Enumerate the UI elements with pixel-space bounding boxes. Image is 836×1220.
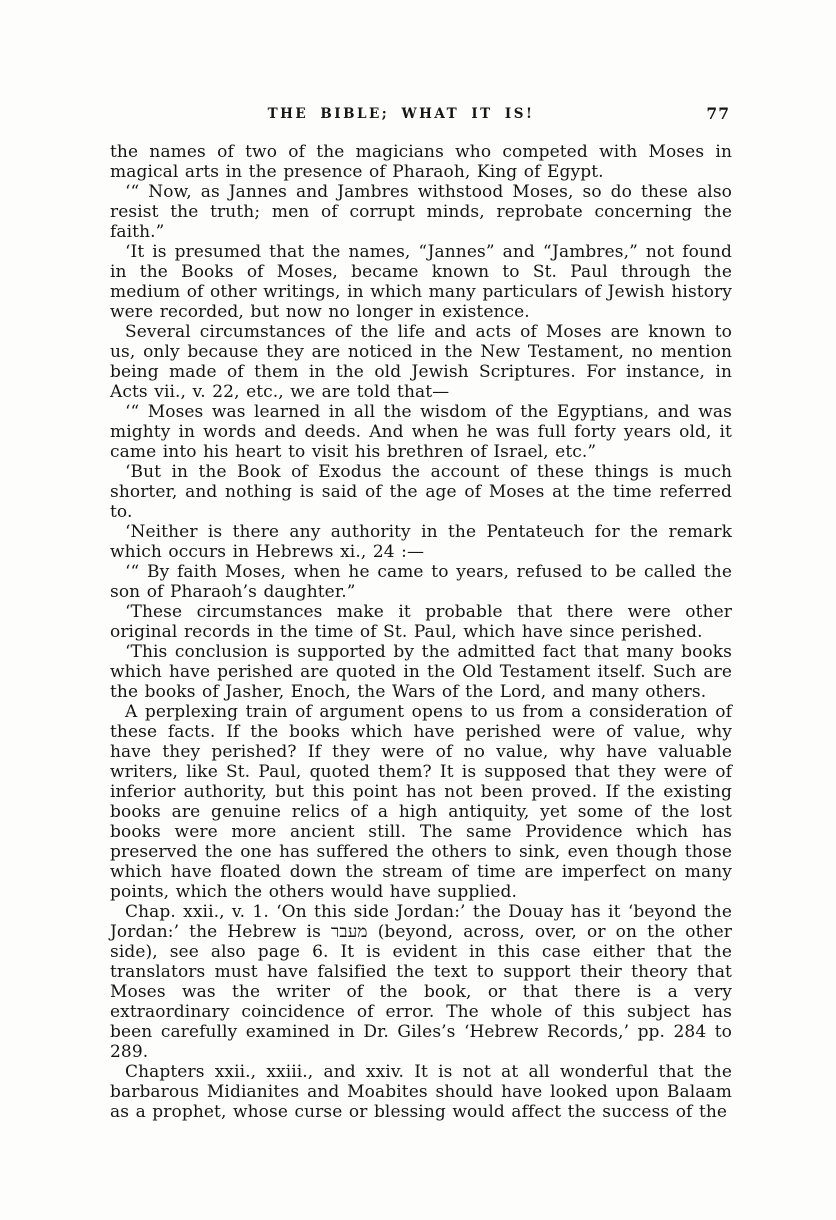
paragraph: ‘This conclusion is supported by the admitted fact that many books which have perished are quoted in the Old Testament itself. Such are the books of Jasher, Enoch, the Wars of the Lord, and many others. — [110, 642, 732, 702]
paragraph: ‘“ Moses was learned in all the wisdom of the Egyptians, and was mighty in words and deeds. And when he was full forty years old, it came into his heart to visit his brethren of Israel, etc.” — [110, 402, 732, 462]
page-body — [110, 142, 732, 1122]
page-number: 77 — [706, 104, 730, 123]
paragraph: the names of two of the magicians who competed with Moses in magical arts in the presence of Pharaoh, King of Egypt. — [110, 142, 732, 182]
paragraph: ‘“ By faith Moses, when he came to years, refused to be called the son of Pharaoh’s daughter.” — [110, 562, 732, 602]
paragraph: Chapters xxii., xxiii., and xxiv. It is not at all wonderful that the barbarous Midianites and Moabites should have looked upon Balaam as a prophet, whose curse or blessing would affect the success of the — [110, 1062, 732, 1122]
paragraph: Several circumstances of the life and acts of Moses are known to us, only because they are noticed in the New Testament, no mention being made of them in the old Jewish Scriptures. For instance, in Acts vii., v. 22, etc., we are told that— — [110, 322, 732, 402]
running-header — [110, 106, 732, 128]
running-header-title: THE BIBLE; WHAT IT IS! — [267, 106, 535, 122]
paragraph: ‘Neither is there any authority in the Pentateuch for the remark which occurs in Hebrews xi., 24 :— — [110, 522, 732, 562]
paragraph: A perplexing train of argument opens to us from a consideration of these facts. If the books which have perished were of value, why have they perished? If they were of no value, why have valuable writers, like St. Paul, quoted them? It is supposed that they were of inferior authority, but this point has not been proved. If the existing books are genuine relics of a high antiquity, yet some of the lost books were more ancient still. The same Providence which has preserved the one has suffered the others to sink, even though those which have floated down the stream of time are imperfect on many points, which the others would have supplied. — [110, 702, 732, 902]
paragraph: ‘But in the Book of Exodus the account of these things is much shorter, and nothing is said of the age of Moses at the time referred to. — [110, 462, 732, 522]
paragraph: ‘“ Now, as Jannes and Jambres withstood Moses, so do these also resist the truth; men of corrupt minds, reprobate concerning the faith.” — [110, 182, 732, 242]
paragraph: ‘It is presumed that the names, “Jannes” and “Jambres,” not found in the Books of Moses, became known to St. Paul through the medium of other writings, in which many particulars of Jewish history were recorded, but now no longer in existence. — [110, 242, 732, 322]
paragraph: ‘These circumstances make it probable that there were other original records in the time of St. Paul, which have since perished. — [110, 602, 732, 642]
paragraph: Chap. xxii., v. 1. ‘On this side Jordan:’ the Douay has it ‘beyond the Jordan:’ the Hebrew is מעבר (beyond, across, over, or on the other side), see also page 6. It is evident in this case either that the translators must have falsified the text to support their theory that Moses was the writer of the book, or that there is a very extraordinary coincidence of error. The whole of this subject has been carefully examined in Dr. Giles’s ‘Hebrew Records,’ pp. 284 to 289. — [110, 902, 732, 1062]
